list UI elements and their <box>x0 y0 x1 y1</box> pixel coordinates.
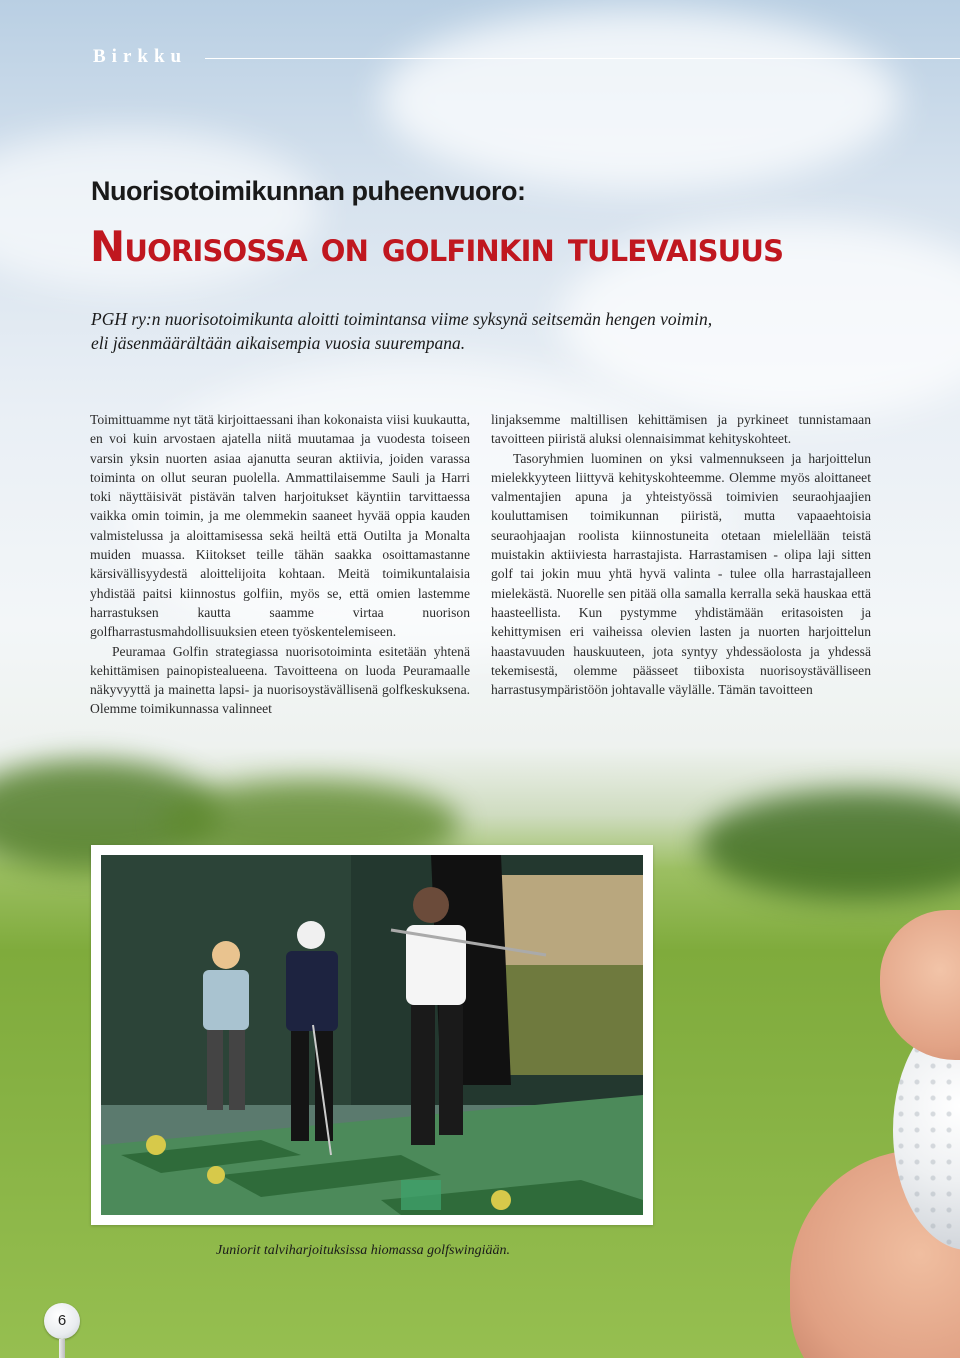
body-column-right <box>491 410 871 699</box>
header-rule <box>205 58 960 59</box>
lead-line: eli jäsenmäärältään aikaisempia vuosia suurempana. <box>91 333 466 353</box>
body-paragraph: Tasoryhmien luominen on yksi valmennukseen ja harjoittelun mielekkyyteen liittyvä kehityskohteemme. Olemme myös aloittaneet valmentajien apuna ja yhteistyössä toimivien seuraohjaajien kouluttamisen toimikunnan piiristä, mutta vapaaehtoisia seuraohjaajan roolista kiinnostuneita otetaan mielellään teistä muistakin aktiiviesta harrastajista. Harrastamisen - olipa laji sitten golf tai jokin muu yhtä hyvä valinta - tulee olla harrastajalleen mielekästä. Nuorelle sen pitää olla samalla kerralla sekä hauskaa että haasteellista. Kun pystymme yhdistämään eritasoisten ja kehittymisen eri vaiheissa olevien lasten ja nuorten harjoittelun haastavuuden hauskuuteen, jota syntyy yhdessäolosta ja yhdessä tekemisestä, olemme päässeet tiiboxista nuorisoystävälliseen harrastusympäristöön johtavalle väylälle. Tämän tavoitteen <box>491 450 871 698</box>
juniors-golf-training-photo <box>101 855 643 1215</box>
tree-line <box>700 790 960 900</box>
lead-line: PGH ry:n nuorisotoimikunta aloitti toimintansa viime syksynä seitsemän hengen voimin, <box>91 309 713 329</box>
body-paragraph: linjaksemme maltillisen kehittämisen ja pyrkineet tunnistamaan tavoitteen piiristä aluksi olennaisimmat kehityskohteet. <box>491 412 871 447</box>
body-paragraph: Toimittuamme nyt tätä kirjoittaessani ihan kokonaista viisi kuukautta, en voi kuin arvostaen ajatella niitä muutamaa ja vuodesta toiseen varsin yksin nuorten asiaa ajanutta seuran aktiivia, joiden varassa toiminta on ollut seuran puolella. Ammattilaisemme Sauli ja Harri toki näyttäisivät pistävän talven harjoitukset käyntiin tarvittaessa vaikka omin toimin, ja me olemmekin saaneet hyvää oppia kauden valmistelussa ja aloittamisessa sekä heiltä että Outilta ja Monalta muiden muassa. Kiitokset teille tähän saakka osoittamastanne kärsivällisyydestä aloittelijoita kohtaan. Meitä toimikuntalaisia yhdistää paitsi kiinnostus golfiin, myös se, että omien lastemme harrastuksen kautta saamme virtaa nuorison golfharrastusmahdollisuuksien eteen työskentelemiseen. <box>90 412 470 640</box>
magazine-brand: Birkku <box>93 46 188 67</box>
hand-finger <box>880 910 960 1060</box>
article-kicker: Nuorisotoimikunnan puheenvuoro: <box>91 176 526 206</box>
golf-tee-icon <box>59 1339 65 1358</box>
page-number: 6 <box>44 1303 80 1339</box>
article-lead <box>91 307 851 355</box>
article-headline: Nuorisossa on golfinkin tulevaisuus <box>90 222 784 271</box>
body-column-left <box>90 410 470 719</box>
photo-caption: Juniorit talviharjoituksissa hiomassa golfswingiään. <box>216 1243 511 1258</box>
body-paragraph: Peuramaa Golfin strategiassa nuorisotoiminta esitetään yhtenä kehittämisen painopistealueena. Tavoitteena on luoda Peuramaalle näkyvyyttä ja mainetta lapsi- ja nuorisoystävällisenä golfkeskuksena. Olemme toimikunnassa valinneet <box>90 643 470 717</box>
cloud <box>380 10 900 190</box>
